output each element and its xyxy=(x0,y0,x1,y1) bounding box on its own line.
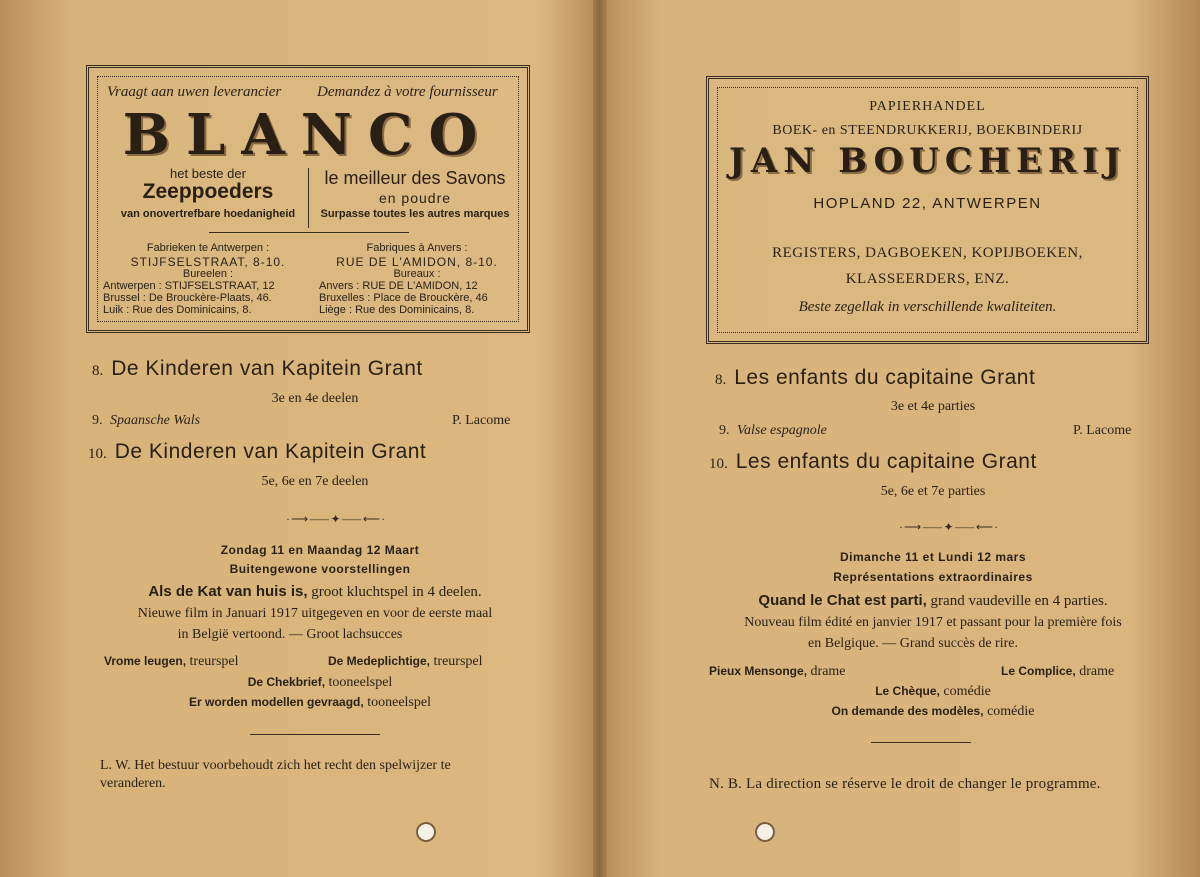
program-line3: en Belgique. — Grand succès de rire. xyxy=(808,636,1018,651)
film-3 xyxy=(703,684,1163,700)
ornament-divider-icon: ·⟶⸺✦⸺⟵· xyxy=(286,512,387,526)
item-number: 9. xyxy=(719,423,730,438)
ornament-divider-icon: ·⟶⸺✦⸺⟵· xyxy=(899,520,1000,534)
ad-fr-offices: Bureaux : xyxy=(393,268,441,280)
item-9 xyxy=(719,423,827,439)
film-3 xyxy=(90,675,550,691)
ad-nl-tag: het beste der xyxy=(170,166,246,181)
program-special: Buitengewone voorstellingen xyxy=(229,562,411,576)
item-title: Les enfants du capitaine Grant xyxy=(734,366,1036,389)
ad-nl-sub: van onovertrefbare hoedanigheid xyxy=(120,208,296,220)
film-genre: comédie xyxy=(987,704,1035,719)
ad-fr-office-3: Liège : Rue des Dominicains, 8. xyxy=(319,304,475,316)
punch-hole xyxy=(755,822,775,842)
ad-fr-tag: le meilleur des Savons xyxy=(324,168,506,188)
item-number: 10. xyxy=(88,446,107,462)
item-10-sub: 5e, 6e en 7e deelen xyxy=(261,474,369,489)
boucherij-ad xyxy=(706,76,1149,344)
film-1 xyxy=(709,664,846,680)
item-number: 8. xyxy=(92,363,104,379)
film-genre: tooneelspel xyxy=(328,675,393,690)
item-number: 9. xyxy=(92,413,103,428)
film-genre: comédie xyxy=(943,684,991,699)
film-title: De Chekbrief, xyxy=(247,675,326,689)
film-2 xyxy=(1001,664,1114,680)
item-number: 8. xyxy=(715,372,727,388)
ad-nl-factory-addr: STIJFSELSTRAAT, 8-10. xyxy=(130,255,286,269)
item-title: Les enfants du capitaine Grant xyxy=(735,450,1037,473)
item-8-sub: 3e et 4e parties xyxy=(890,399,976,414)
film-title: Er worden modellen gevraagd, xyxy=(189,695,364,709)
program-line2: Nouveau film édité en janvier 1917 et passant pour la première fois xyxy=(744,615,1122,630)
section-rule xyxy=(871,742,971,743)
main-film-title: Als de Kat van huis is, xyxy=(148,583,308,600)
ad-fr-factory: Fabriques à Anvers : xyxy=(366,242,468,254)
program-main xyxy=(703,592,1163,610)
ad-fr-office-2: Bruxelles : Place de Brouckère, 46 xyxy=(319,292,488,304)
main-film-title: Quand le Chat est parti, xyxy=(758,592,927,609)
film-title: Vrome leugen, xyxy=(104,654,187,668)
program-line3: in België vertoond. — Groot lachsucces xyxy=(177,627,403,642)
film-genre: treurspel xyxy=(433,654,483,669)
item-10-sub: 5e, 6e et 7e parties xyxy=(880,484,986,499)
film-4 xyxy=(90,695,530,711)
ad-nl-factory: Fabrieken te Antwerpen : xyxy=(146,242,270,254)
ad-fr-sub: Surpasse toutes les autres marques xyxy=(320,208,510,220)
ad-nl-office-1: Antwerpen : STIJFSELSTRAAT, 12 xyxy=(103,280,275,292)
program-date: Dimanche 11 et Lundi 12 mars xyxy=(839,550,1027,564)
ad-line-3: REGISTERS, DAGBOEKEN, KOPIJBOEKEN, xyxy=(772,245,1083,261)
item-title: Spaansche Wals xyxy=(110,413,201,428)
ad-nl-offices: Bureelen : xyxy=(182,268,234,280)
film-4 xyxy=(703,704,1163,720)
ad-fr-product: en poudre xyxy=(378,190,452,206)
film-genre: treurspel xyxy=(189,654,239,669)
item-title: Valse espagnole xyxy=(737,423,827,438)
left-page xyxy=(0,0,597,877)
ad-rule xyxy=(209,232,409,233)
ad-brand: JAN BOUCHERIJ xyxy=(728,141,1127,181)
item-title: De Kinderen van Kapitein Grant xyxy=(111,357,423,380)
ad-line-2: BOEK- en STEENDRUKKERIJ, BOEKBINDERIJ xyxy=(772,123,1083,138)
program-line2: Nieuwe film in Januari 1917 uitgegeven en voor de eerste maal xyxy=(137,606,493,621)
film-title: Le Complice, xyxy=(1001,664,1076,678)
ad-nl-product: Zeeppoeders xyxy=(142,180,274,203)
main-film-desc: grand vaudeville en 4 parties. xyxy=(930,593,1108,609)
ad-brand: BLANCO xyxy=(122,102,494,168)
note-line: N. B. La direction se réserve le droit de changer le programme. xyxy=(709,776,1101,792)
item-number: 10. xyxy=(709,456,728,472)
ad-line-1: PAPIERHANDEL xyxy=(869,99,986,114)
item-title: De Kinderen van Kapitein Grant xyxy=(114,440,427,463)
program-special: Représentations extraordinaires xyxy=(833,570,1033,584)
film-title: De Medeplichtige, xyxy=(328,654,431,668)
item-10 xyxy=(709,450,1037,474)
ad-header-fr: Demandez à votre fournisseur xyxy=(317,84,498,100)
item-8 xyxy=(715,366,1035,390)
film-title: Pieux Mensonge, xyxy=(709,664,808,678)
program-date: Zondag 11 en Maandag 12 Maart xyxy=(220,543,420,557)
main-film-desc: groot kluchtspel in 4 deelen. xyxy=(311,584,482,600)
note-line-2: veranderen. xyxy=(100,776,166,791)
ad-header-nl: Vraagt aan uwen leverancier xyxy=(107,84,282,100)
item-8 xyxy=(92,357,423,381)
film-genre: drame xyxy=(1079,664,1115,679)
section-rule xyxy=(250,734,380,735)
item-9-composer: P. Lacome xyxy=(452,413,511,428)
punch-hole xyxy=(416,822,436,842)
item-9 xyxy=(92,413,200,429)
film-title: On demande des modèles, xyxy=(831,704,984,718)
film-2 xyxy=(328,654,483,670)
film-genre: drame xyxy=(810,664,846,679)
program-main xyxy=(80,583,550,601)
ad-line-4: KLASSEERDERS, ENZ. xyxy=(845,271,1010,287)
ad-column-divider xyxy=(308,168,309,228)
blanco-ad xyxy=(86,65,530,333)
item-10 xyxy=(88,440,426,464)
ad-line-5: Beste zegellak in verschillende kwaliteiten. xyxy=(798,299,1057,315)
right-page xyxy=(603,0,1200,877)
note-line-1: L. W. Het bestuur voorbehoudt zich het recht den spelwijzer te xyxy=(100,758,451,773)
film-genre: tooneelspel xyxy=(367,695,431,710)
film-1 xyxy=(104,654,239,670)
film-title: Le Chèque, xyxy=(875,684,940,698)
ad-address: HOPLAND 22, ANTWERPEN xyxy=(813,195,1042,212)
ad-nl-office-3: Luik : Rue des Dominicains, 8. xyxy=(103,304,252,316)
ad-nl-office-2: Brussel : De Brouckère-Plaats, 46. xyxy=(103,292,272,304)
ad-fr-office-1: Anvers : RUE DE L'AMIDON, 12 xyxy=(319,280,478,292)
item-9-composer: P. Lacome xyxy=(1073,423,1132,438)
item-8-sub: 3e en 4e deelen xyxy=(271,391,359,406)
ad-fr-factory-addr: RUE DE L'AMIDON, 8-10. xyxy=(336,255,498,269)
